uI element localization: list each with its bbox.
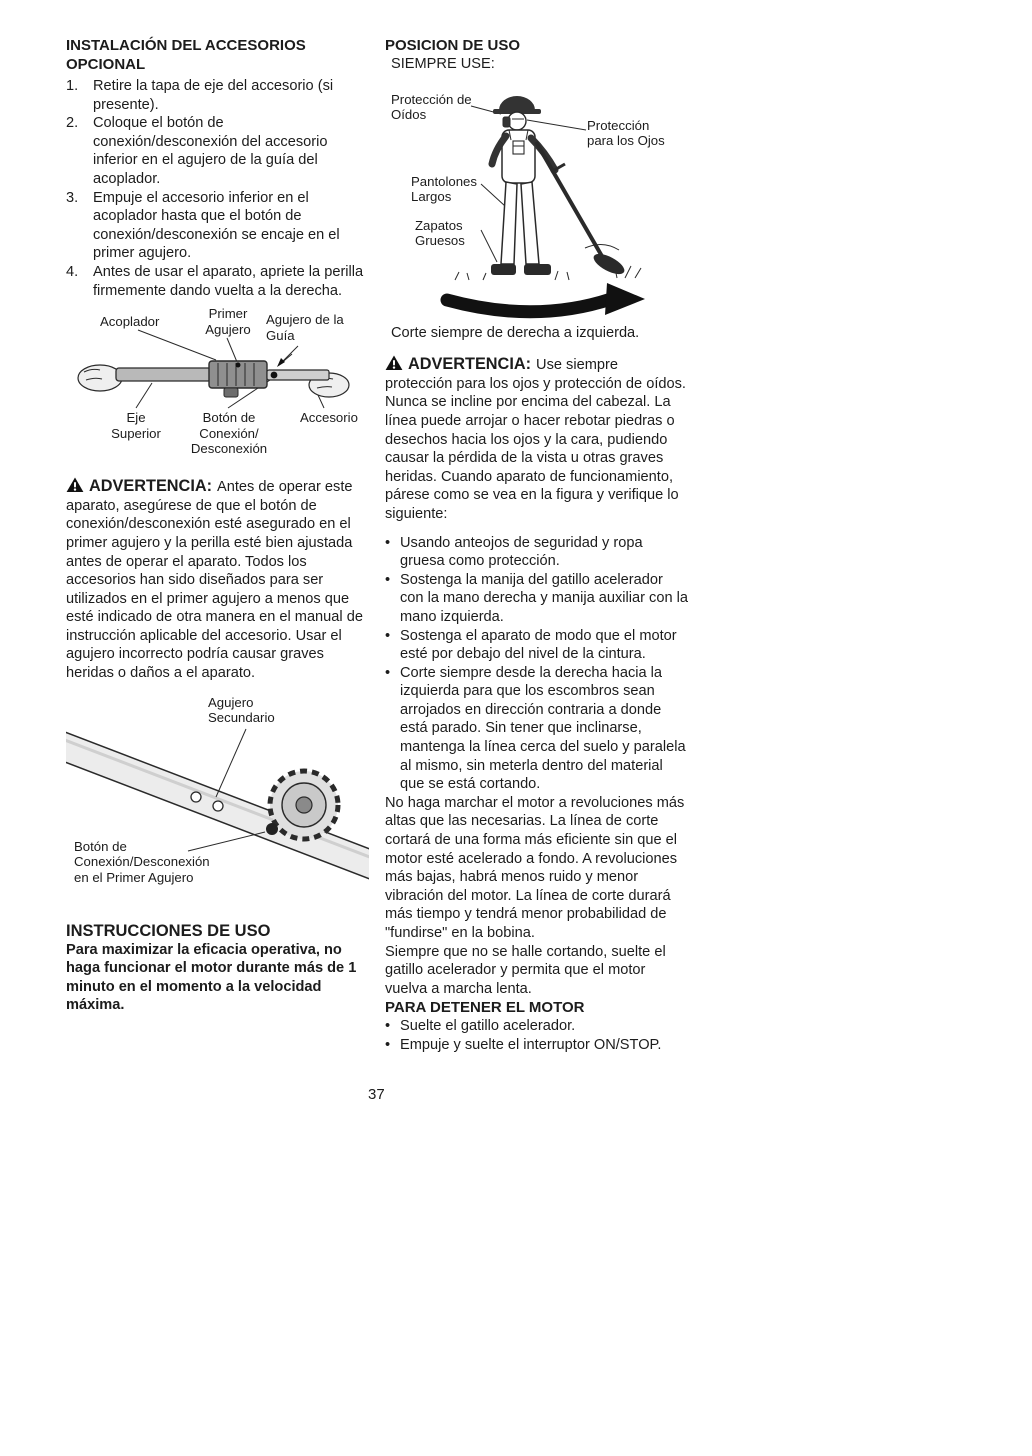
- list-item: [385, 534, 688, 571]
- figure-label-primer-agujero: Primer Agujero: [205, 306, 251, 337]
- step-number: 3.: [66, 189, 79, 206]
- list-item: [385, 1017, 688, 1036]
- figure-label-proteccion-oidos: Protección de Oídos: [391, 91, 472, 123]
- section-title-instalacion: INSTALACIÓN DEL ACCESORIOS OPCIONAL: [66, 37, 306, 73]
- list-item: [66, 263, 369, 300]
- bullet-text: Corte siempre desde la derecha hacia la izquierda para que los escombros sean arrojados en dirección contraria a donde está parado. Sin tener que inclinarse, mantenga la línea cerca del suelo y paralela al mismo, sin meterla dentro del material que se está cortando.: [400, 664, 686, 793]
- step-text: Antes de usar el aparato, apriete la perilla firmemente dando vuelta a la derecha.: [93, 263, 364, 299]
- figure-label-pantalones-largos: Pantolones Largos: [411, 173, 477, 205]
- section-title-instrucciones: INSTRUCCIONES DE USO: [66, 921, 271, 940]
- step-number: 1.: [66, 78, 79, 94]
- bullet-marker: •: [385, 664, 391, 681]
- warning-label: ADVERTENCIA:: [89, 477, 213, 496]
- figure-label-boton-primer-agujero: Botón de Conexión/Desconexión en el Primer Agujero: [74, 838, 210, 885]
- list-item: [385, 571, 688, 627]
- bullet-marker: •: [385, 534, 391, 551]
- figure-coupler: [66, 306, 369, 464]
- warning-text: Antes de operar este aparato, asegúrese de que el botón de conexión/desconexión esté asegurado en el primer agujero y la perilla esté bien ajustada antes de operar el aparato. Todos los accesorios han sido diseñados para ser utilizados en el primer agujero a menos que esté indicado de otra manera en el manual de instrucción aplicable del accesorio. Usar el agujero incorrecto podría causar graves heridas o daños a el aparato.: [66, 479, 363, 682]
- warning-paragraph: [66, 477, 369, 683]
- bullet-text: Sostenga la manija del gatillo acelerador con la mano derecha y manija auxiliar con la mano izquierda.: [400, 571, 688, 625]
- bullet-text: Sostenga el aparato de modo que el motor esté por debajo del nivel de la cintura.: [400, 627, 677, 663]
- step-text: Retire la tapa de eje del accesorio (si presente).: [93, 78, 334, 113]
- list-item: [66, 77, 369, 114]
- list-item: [385, 664, 688, 794]
- detener-bullet-list: [385, 1017, 688, 1054]
- figure-label-zapatos-gruesos: Zapatos Gruesos: [415, 217, 465, 249]
- left-column: [66, 36, 369, 1015]
- bullet-marker: •: [385, 627, 391, 644]
- bullet-marker: •: [385, 571, 391, 588]
- warning-icon: [385, 355, 403, 371]
- figure-label-agujero-secundario: Agujero Secundario: [208, 694, 275, 726]
- step-number: 4.: [66, 263, 79, 280]
- right-column: [385, 36, 688, 1055]
- body-paragraph: Siempre que no se halle cortando, suelte el gatillo acelerador y permita que el motor vuelva a marcha lenta.: [385, 943, 666, 997]
- body-paragraph: No haga marchar el motor a revoluciones más altas que las necesarias. La línea de corte cortará de una forma más eficiente sin que el motor esté acelerado a fondo. A revoluciones más bajas, habrá menos ruido y menor vibración del motor. La línea de corte durará más tiempo y tendrá menor probabilidad de "fundirse" en la bobina.: [385, 794, 685, 941]
- install-steps-list: [66, 77, 369, 300]
- step-number: 2.: [66, 115, 79, 132]
- bullet-marker: •: [385, 1036, 391, 1053]
- section-title-detener: PARA DETENER EL MOTOR: [385, 999, 585, 1017]
- figure-label-acoplador: Acoplador: [100, 314, 160, 330]
- bullet-text: Usando anteojos de seguridad y ropa gruesa como protección.: [400, 534, 643, 570]
- figure-caption: Corte siempre de derecha a izquierda.: [391, 324, 640, 341]
- figure-operator: [385, 78, 688, 320]
- list-item: [385, 627, 688, 664]
- figure-label-proteccion-ojos: Protección para los Ojos: [587, 117, 665, 149]
- figure-shaft-knob: [66, 693, 369, 907]
- bullet-marker: •: [385, 1018, 391, 1035]
- warning-text: Use siempre protección para los ojos y protección de oídos. Nunca se incline por encima del cabezal. La línea puede arrojar o hacer rebotar piedras o desechos hacia los ojos y la cara, pudiendo causar la pérdida de la vista u otras graves heridas. Cuando aparato de funcionamiento, párese como se vea en la figura y verifique lo siguiente:: [385, 357, 686, 522]
- step-text: Empuje el accesorio inferior en el acoplador hasta que el botón de conexión/desconexión se encaje en el primer agujero.: [93, 189, 340, 262]
- siempre-use-label: SIEMPRE USE:: [391, 56, 495, 72]
- section-title-posicion: POSICION DE USO: [385, 37, 521, 54]
- figure-label-accesorio: Accesorio: [300, 410, 358, 426]
- figure-label-agujero-guia: Agujero de la Guía: [266, 312, 344, 343]
- page-number: 37: [368, 1086, 385, 1103]
- bullet-text: Empuje y suelte el interruptor ON/STOP.: [400, 1036, 662, 1053]
- safety-bullet-list: [385, 534, 688, 794]
- instrucciones-text: Para maximizar la eficacia operativa, no haga funcionar el motor durante más de 1 minuto en el momento a la velocidad máxima.: [66, 941, 357, 1014]
- list-item: [66, 189, 369, 263]
- figure-label-boton-conexion: Botón de Conexión/ Desconexión: [190, 410, 268, 457]
- figure-label-eje-superior: Eje Superior: [111, 410, 161, 441]
- bullet-text: Suelte el gatillo acelerador.: [400, 1018, 576, 1035]
- list-item: [385, 1036, 688, 1055]
- warning-label: ADVERTENCIA:: [408, 355, 532, 374]
- list-item: [66, 114, 369, 188]
- step-text: Coloque el botón de conexión/desconexión del accesorio inferior en el agujero de la guía del acoplador.: [93, 115, 328, 187]
- warning-paragraph: [385, 355, 688, 523]
- warning-icon: [66, 477, 84, 493]
